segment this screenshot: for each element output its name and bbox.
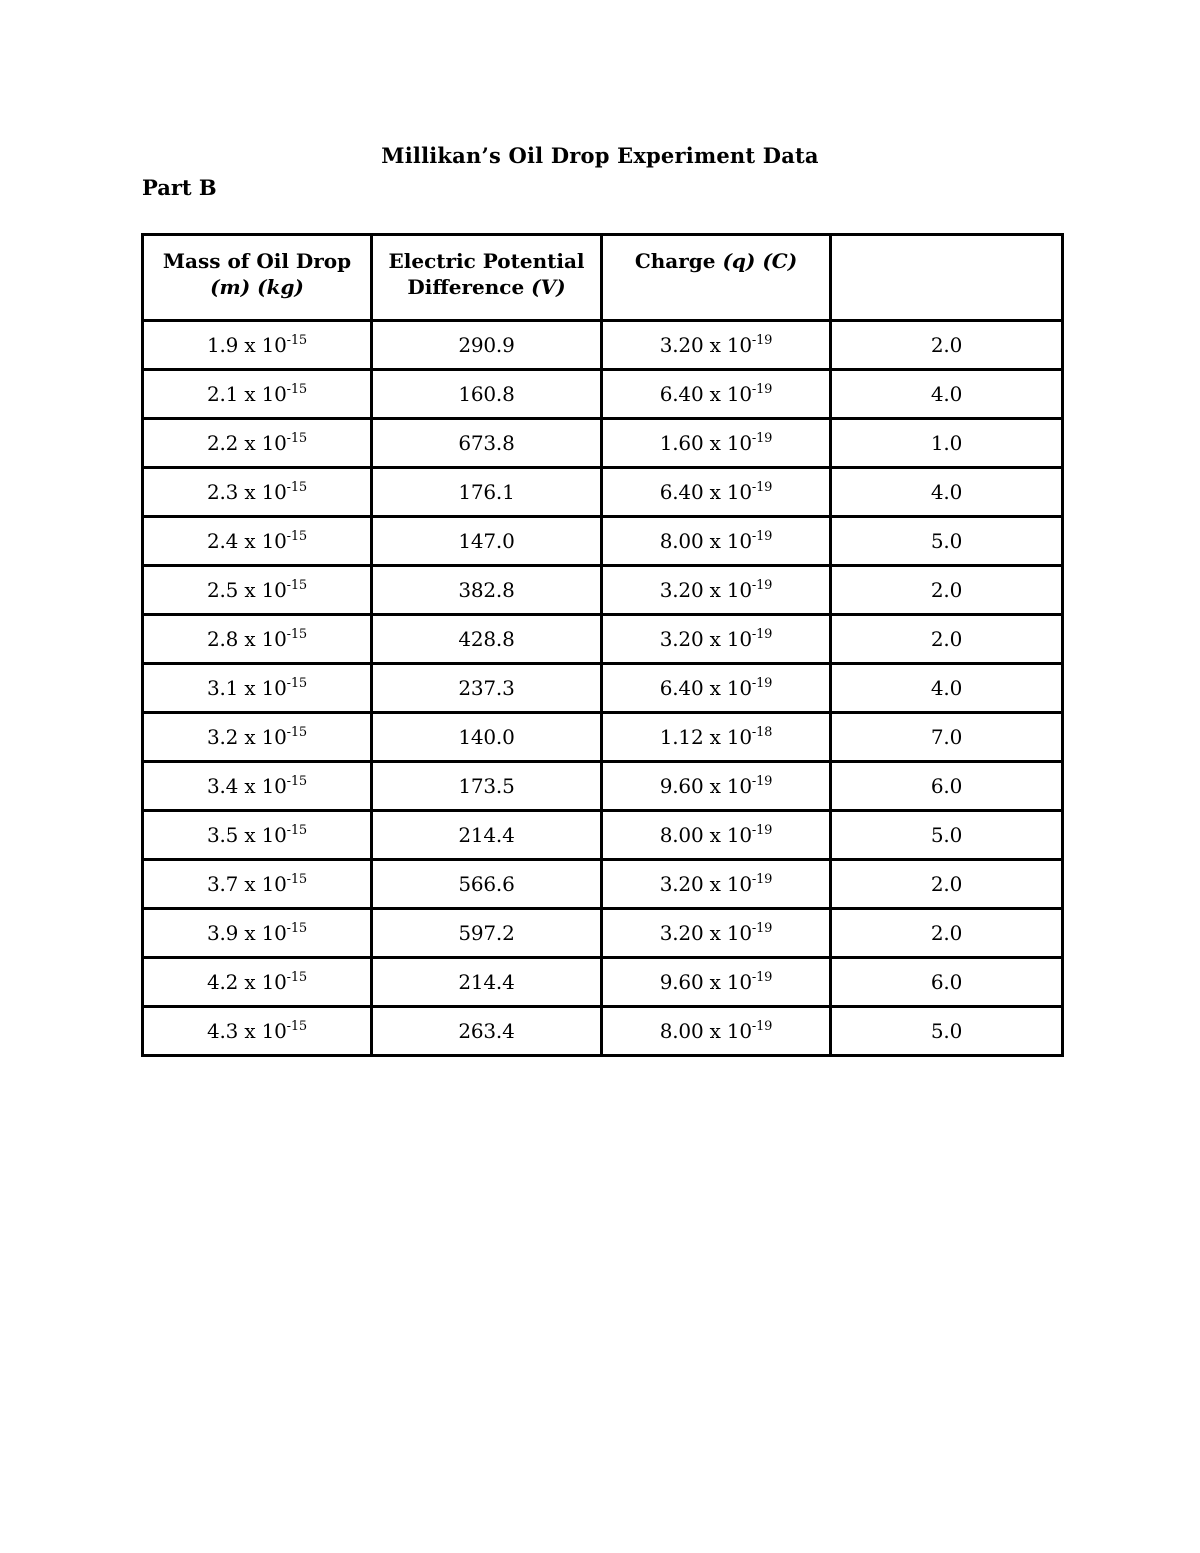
cell-charge bbox=[602, 909, 831, 958]
cell-charge-base: x 10 bbox=[703, 774, 752, 798]
cell-mass-base: x 10 bbox=[238, 921, 287, 945]
cell-voltage: 263.4 bbox=[372, 1007, 602, 1056]
cell-charge-exponent: -19 bbox=[751, 627, 773, 642]
cell-charge-base: x 10 bbox=[703, 921, 752, 945]
cell-charge-exponent: -19 bbox=[751, 431, 773, 446]
cell-charge-mantissa: 6.40 bbox=[659, 480, 704, 504]
cell-charge-base: x 10 bbox=[703, 529, 752, 553]
table-row bbox=[143, 1007, 1063, 1056]
cell-mass-mantissa: 2.4 bbox=[206, 529, 239, 553]
cell-mass-exponent: -15 bbox=[286, 774, 307, 789]
cell-charge bbox=[602, 468, 831, 517]
cell-mass-mantissa: 2.5 bbox=[206, 578, 239, 602]
cell-voltage: 160.8 bbox=[372, 370, 602, 419]
cell-charge-base: x 10 bbox=[703, 676, 752, 700]
cell-charge-base: x 10 bbox=[703, 725, 752, 749]
data-table bbox=[141, 233, 1064, 1057]
cell-charge-base: x 10 bbox=[703, 872, 752, 896]
table-row bbox=[143, 468, 1063, 517]
cell-mass-mantissa: 4.2 bbox=[206, 970, 239, 994]
cell-mass bbox=[143, 811, 372, 860]
cell-multiple: 2.0 bbox=[831, 909, 1063, 958]
cell-mass-exponent: -15 bbox=[286, 480, 307, 495]
cell-voltage: 237.3 bbox=[372, 664, 602, 713]
cell-multiple: 5.0 bbox=[831, 517, 1063, 566]
cell-voltage: 428.8 bbox=[372, 615, 602, 664]
cell-charge-base: x 10 bbox=[703, 382, 752, 406]
cell-charge-mantissa: 3.20 bbox=[659, 921, 704, 945]
cell-charge-mantissa: 3.20 bbox=[659, 333, 704, 357]
cell-mass-mantissa: 3.2 bbox=[206, 725, 239, 749]
cell-charge-exponent: -19 bbox=[751, 333, 773, 348]
cell-charge-exponent: -18 bbox=[751, 725, 773, 740]
cell-mass bbox=[143, 1007, 372, 1056]
cell-mass bbox=[143, 321, 372, 370]
cell-mass-exponent: -15 bbox=[286, 578, 307, 593]
cell-charge bbox=[602, 517, 831, 566]
cell-charge-exponent: -19 bbox=[751, 823, 773, 838]
cell-mass-exponent: -15 bbox=[286, 823, 307, 838]
cell-mass-base: x 10 bbox=[238, 333, 287, 357]
cell-mass-mantissa: 2.8 bbox=[206, 627, 239, 651]
cell-multiple: 2.0 bbox=[831, 321, 1063, 370]
cell-mass-mantissa: 3.4 bbox=[206, 774, 239, 798]
table-row bbox=[143, 909, 1063, 958]
cell-voltage: 147.0 bbox=[372, 517, 602, 566]
cell-multiple: 5.0 bbox=[831, 1007, 1063, 1056]
cell-charge-exponent: -19 bbox=[751, 774, 773, 789]
cell-mass-exponent: -15 bbox=[286, 676, 307, 691]
header-row bbox=[143, 235, 1063, 321]
cell-mass-mantissa: 2.3 bbox=[206, 480, 239, 504]
cell-mass-exponent: -15 bbox=[286, 725, 307, 740]
cell-charge bbox=[602, 664, 831, 713]
cell-charge-base: x 10 bbox=[703, 578, 752, 602]
cell-mass bbox=[143, 615, 372, 664]
cell-mass-exponent: -15 bbox=[286, 529, 307, 544]
cell-charge-exponent: -19 bbox=[751, 578, 773, 593]
cell-charge-exponent: -19 bbox=[751, 872, 773, 887]
table-body bbox=[143, 321, 1063, 1056]
cell-voltage: 176.1 bbox=[372, 468, 602, 517]
table-row bbox=[143, 370, 1063, 419]
document-title: Millikan’s Oil Drop Experiment Data bbox=[381, 143, 819, 168]
cell-charge bbox=[602, 860, 831, 909]
cell-charge-exponent: -19 bbox=[751, 676, 773, 691]
cell-mass-mantissa: 3.7 bbox=[206, 872, 239, 896]
cell-mass bbox=[143, 713, 372, 762]
cell-charge-base: x 10 bbox=[703, 431, 752, 455]
cell-mass bbox=[143, 762, 372, 811]
cell-multiple: 4.0 bbox=[831, 664, 1063, 713]
header-voltage bbox=[372, 235, 602, 321]
cell-mass bbox=[143, 419, 372, 468]
cell-charge-mantissa: 8.00 bbox=[659, 529, 704, 553]
cell-mass-base: x 10 bbox=[238, 970, 287, 994]
header-voltage-line1: Electric Potential bbox=[388, 249, 585, 273]
table-row bbox=[143, 860, 1063, 909]
cell-mass-base: x 10 bbox=[238, 382, 287, 406]
cell-charge-mantissa: 9.60 bbox=[659, 970, 704, 994]
cell-charge bbox=[602, 811, 831, 860]
cell-charge-mantissa: 3.20 bbox=[659, 627, 704, 651]
table-row bbox=[143, 958, 1063, 1007]
table-row bbox=[143, 566, 1063, 615]
cell-charge-exponent: -19 bbox=[751, 382, 773, 397]
cell-charge-mantissa: 1.60 bbox=[659, 431, 704, 455]
cell-mass bbox=[143, 566, 372, 615]
table-row bbox=[143, 615, 1063, 664]
cell-voltage: 140.0 bbox=[372, 713, 602, 762]
cell-charge bbox=[602, 419, 831, 468]
cell-mass-base: x 10 bbox=[238, 480, 287, 504]
table-row bbox=[143, 321, 1063, 370]
cell-mass-mantissa: 2.1 bbox=[206, 382, 239, 406]
cell-mass-mantissa: 1.9 bbox=[206, 333, 239, 357]
cell-mass-base: x 10 bbox=[238, 529, 287, 553]
cell-charge-mantissa: 8.00 bbox=[659, 823, 704, 847]
cell-mass-mantissa: 4.3 bbox=[206, 1019, 239, 1043]
cell-mass bbox=[143, 958, 372, 1007]
cell-mass-base: x 10 bbox=[238, 431, 287, 455]
cell-charge-base: x 10 bbox=[703, 823, 752, 847]
cell-charge-exponent: -19 bbox=[751, 480, 773, 495]
table-row bbox=[143, 517, 1063, 566]
cell-charge bbox=[602, 615, 831, 664]
cell-mass-exponent: -15 bbox=[286, 627, 307, 642]
cell-charge-mantissa: 6.40 bbox=[659, 676, 704, 700]
cell-mass-base: x 10 bbox=[238, 627, 287, 651]
header-charge-line1 bbox=[603, 248, 829, 274]
cell-voltage: 214.4 bbox=[372, 811, 602, 860]
header-voltage-line2 bbox=[373, 274, 600, 300]
header-voltage-variable: (V) bbox=[531, 275, 566, 299]
cell-mass-base: x 10 bbox=[238, 872, 287, 896]
cell-mass-mantissa: 3.5 bbox=[206, 823, 239, 847]
cell-mass bbox=[143, 468, 372, 517]
table-row bbox=[143, 811, 1063, 860]
cell-charge-mantissa: 9.60 bbox=[659, 774, 704, 798]
cell-mass-mantissa: 3.9 bbox=[206, 921, 239, 945]
table-row bbox=[143, 713, 1063, 762]
cell-voltage: 673.8 bbox=[372, 419, 602, 468]
cell-voltage: 597.2 bbox=[372, 909, 602, 958]
header-voltage-line2-text: Difference bbox=[407, 275, 532, 299]
cell-charge-mantissa: 1.12 bbox=[659, 725, 704, 749]
cell-voltage: 382.8 bbox=[372, 566, 602, 615]
cell-charge bbox=[602, 958, 831, 1007]
cell-voltage: 173.5 bbox=[372, 762, 602, 811]
header-mass bbox=[143, 235, 372, 321]
header-charge-variable: (q) (C) bbox=[722, 249, 798, 273]
table-row bbox=[143, 419, 1063, 468]
cell-charge-mantissa: 8.00 bbox=[659, 1019, 704, 1043]
cell-mass-exponent: -15 bbox=[286, 1019, 307, 1034]
cell-mass-exponent: -15 bbox=[286, 333, 307, 348]
cell-charge-mantissa: 6.40 bbox=[659, 382, 704, 406]
cell-multiple: 2.0 bbox=[831, 860, 1063, 909]
cell-charge bbox=[602, 566, 831, 615]
header-mass-line1: Mass of Oil Drop bbox=[162, 249, 352, 273]
cell-mass-base: x 10 bbox=[238, 774, 287, 798]
cell-voltage: 214.4 bbox=[372, 958, 602, 1007]
cell-multiple: 4.0 bbox=[831, 370, 1063, 419]
cell-mass bbox=[143, 860, 372, 909]
cell-charge-exponent: -19 bbox=[751, 970, 773, 985]
cell-voltage: 566.6 bbox=[372, 860, 602, 909]
cell-charge bbox=[602, 762, 831, 811]
cell-mass-exponent: -15 bbox=[286, 872, 307, 887]
header-charge-text: Charge bbox=[634, 249, 723, 273]
cell-mass-base: x 10 bbox=[238, 823, 287, 847]
header-empty bbox=[831, 235, 1063, 321]
cell-multiple: 7.0 bbox=[831, 713, 1063, 762]
cell-charge-exponent: -19 bbox=[751, 529, 773, 544]
cell-mass-base: x 10 bbox=[238, 725, 287, 749]
cell-mass-base: x 10 bbox=[238, 578, 287, 602]
cell-multiple: 2.0 bbox=[831, 566, 1063, 615]
cell-mass-exponent: -15 bbox=[286, 382, 307, 397]
cell-mass-base: x 10 bbox=[238, 676, 287, 700]
cell-multiple: 4.0 bbox=[831, 468, 1063, 517]
cell-mass-exponent: -15 bbox=[286, 431, 307, 446]
cell-charge-mantissa: 3.20 bbox=[659, 872, 704, 896]
cell-mass-mantissa: 2.2 bbox=[206, 431, 239, 455]
cell-charge-base: x 10 bbox=[703, 333, 752, 357]
cell-charge bbox=[602, 1007, 831, 1056]
cell-voltage: 290.9 bbox=[372, 321, 602, 370]
cell-charge-exponent: -19 bbox=[751, 1019, 773, 1034]
cell-charge-base: x 10 bbox=[703, 970, 752, 994]
cell-mass-base: x 10 bbox=[238, 1019, 287, 1043]
cell-mass bbox=[143, 664, 372, 713]
cell-mass bbox=[143, 909, 372, 958]
cell-mass bbox=[143, 517, 372, 566]
header-mass-line2: (m) (kg) bbox=[210, 275, 304, 299]
cell-mass-exponent: -15 bbox=[286, 921, 307, 936]
table-row bbox=[143, 762, 1063, 811]
cell-charge-exponent: -19 bbox=[751, 921, 773, 936]
cell-multiple: 5.0 bbox=[831, 811, 1063, 860]
cell-multiple: 6.0 bbox=[831, 958, 1063, 1007]
cell-mass-mantissa: 3.1 bbox=[206, 676, 239, 700]
cell-multiple: 2.0 bbox=[831, 615, 1063, 664]
cell-charge-base: x 10 bbox=[703, 627, 752, 651]
cell-multiple: 6.0 bbox=[831, 762, 1063, 811]
cell-charge bbox=[602, 370, 831, 419]
cell-charge bbox=[602, 321, 831, 370]
cell-mass-exponent: -15 bbox=[286, 970, 307, 985]
cell-charge-base: x 10 bbox=[703, 480, 752, 504]
section-label: Part B bbox=[142, 175, 217, 200]
table-row bbox=[143, 664, 1063, 713]
cell-mass bbox=[143, 370, 372, 419]
cell-multiple: 1.0 bbox=[831, 419, 1063, 468]
cell-charge bbox=[602, 713, 831, 762]
header-charge bbox=[602, 235, 831, 321]
cell-charge-mantissa: 3.20 bbox=[659, 578, 704, 602]
cell-charge-base: x 10 bbox=[703, 1019, 752, 1043]
